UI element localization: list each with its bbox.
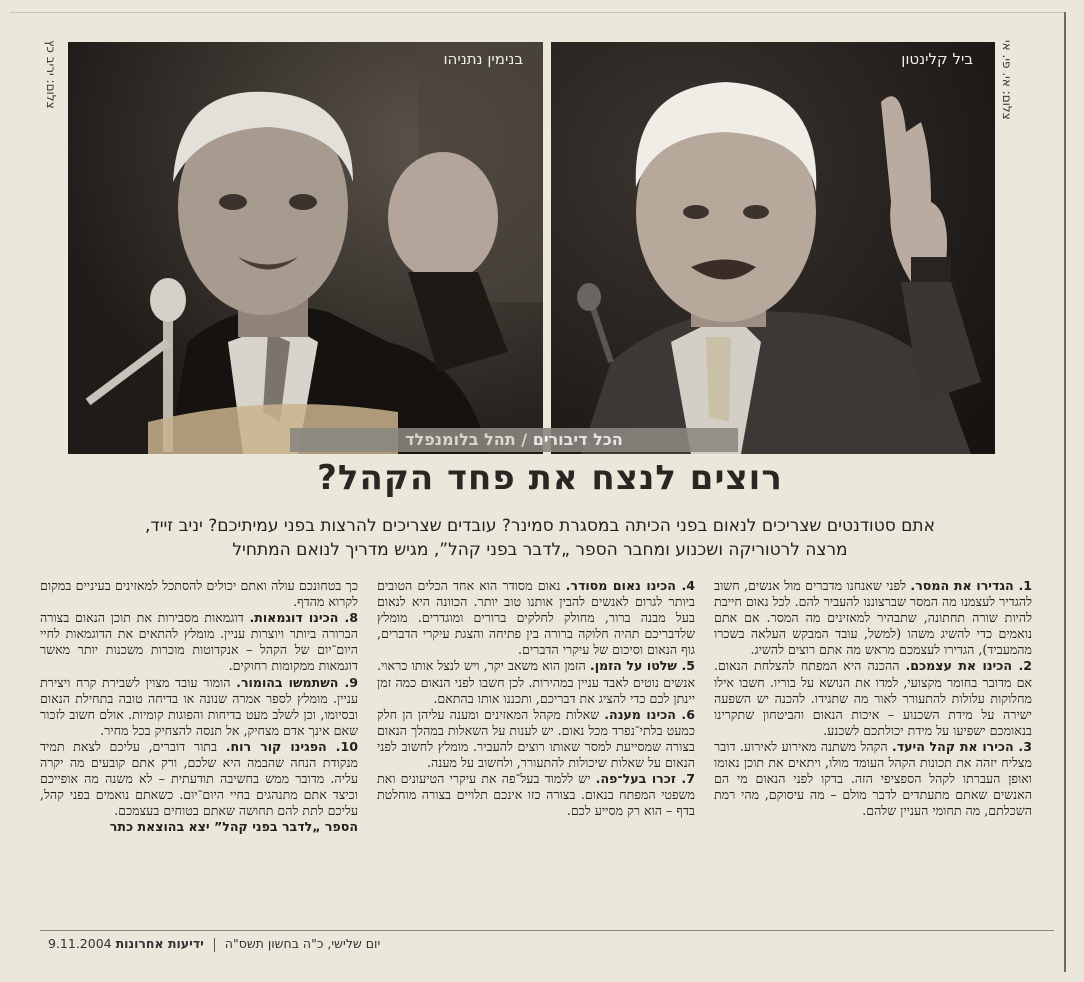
footer-rule bbox=[40, 930, 1054, 931]
photo-netanyahu bbox=[68, 42, 543, 454]
article-column-2 bbox=[377, 578, 695, 928]
tip-text: ההכנה היא המפתח להצלחת הנאום. אם מדובר בחומר מקצועי, למדו את הנושא על בוריו. חשבו אילו מחלוקות עלולות להתעורר לאור מה שתגידו. להכנה יש השפעה ישירה על מידת השכנוע – איכות הנאום והביטחון שתקרינו בנאומכם ישפיעו על מידת יכולתכם לשכנע. bbox=[714, 658, 1032, 738]
tip-6 bbox=[377, 707, 695, 771]
footer-newspaper-name: ידיעות אחרונות bbox=[115, 936, 204, 951]
tip-text: לפני שאנחנו מדברים מול אנשים, חשוב להגדיר לעצמנו מה המסר שברצוננו להעביר להם. לכל נאום חייבת להיות שורה תחתונה, שתבהיר למאזינים מה המסר. אם אתם נואמים כדי להשיג משהו (למשל, עובד המבקש העלאה בשכרו מהמעביד), הגדירו לעצמכם מראש מה אתם רוצים להשיג. bbox=[714, 578, 1032, 658]
section-kicker bbox=[290, 428, 738, 452]
tip-text: בתור דוברים, עליכם לצאת תמיד מנקודת הנחה שהבמה היא שלכם, ורק אתם קובעים מה יקרה עליה. מדובר ממש בחשיבה תודעתית – לא משנה מה אופייכם וכיצד אתם מתנהגים בחיי היום־יום. כשאתם נואמים בפני קהל, עליכם לתת להם תחושה שאתם בטוחים בעצמכם. bbox=[40, 738, 358, 819]
tip-7 bbox=[377, 771, 695, 819]
tip-10 bbox=[40, 739, 358, 819]
caption-netanyahu: בנימין נתניהו bbox=[443, 50, 523, 68]
tip-4 bbox=[377, 578, 695, 658]
tip-3 bbox=[714, 739, 1032, 819]
tip-5 bbox=[377, 658, 695, 706]
tip-title: 7. זכרו בעל־פה. bbox=[595, 771, 695, 787]
tip-title: 5. שלטו על הזמן. bbox=[589, 658, 695, 674]
tip-text: הומור עובד מצוין לשבירת קרח ויצירת עניין. מומלץ לספר אמרה שנונה או בדיחה טובה בתחילת הנאום ובסיומו, וכן לשלב מעט בדיחות והפוגות קומיות. אולם חשוב לזכור שאם אינך אדם מצחיק, אל תנסה להצחיק בכל מחיר. bbox=[40, 674, 358, 738]
tip-1 bbox=[714, 578, 1032, 658]
article-column-3 bbox=[40, 578, 358, 928]
tip-title: 10. הפגינו קור רוח. bbox=[225, 738, 358, 754]
tip-title: 8. הכינו דוגמאות. bbox=[249, 610, 358, 626]
book-note bbox=[40, 819, 358, 835]
tip-text: כך בטחונכם עולה ואתם יכולים להסתכל למאזינים בעיניים במקום לקרוא מהדף. bbox=[40, 578, 358, 610]
top-rule bbox=[10, 12, 1064, 13]
tip-title: 4. הכינו נאום מסודר. bbox=[565, 578, 695, 593]
tip-7-continued bbox=[40, 578, 358, 610]
photo-credit-right: צלום: אי. פי. אי bbox=[1000, 40, 1014, 120]
tip-text: נאום מסודר הוא אחד הכלים הטובים ביותר לגרום לאנשים להבין אותנו טוב יותר. הכוונה היא לנאום בעל מבנה ברור, מחולק לחלקים ברורים ומוגדרים. מומלץ שלדבריכם תהיה חלוקה ברורה בין פתיחה והצגת עיקרי הדברים, גוף הנאום וסיכום של עיקרי הדברים. bbox=[377, 578, 695, 658]
tip-title: 3. הכירו את קהל היעד. bbox=[891, 738, 1032, 754]
netanyahu-illustration bbox=[68, 42, 543, 454]
tip-title: 6. הכינו מענה. bbox=[604, 706, 695, 722]
headline: רוצים לנצח את פחד הקהל? bbox=[317, 458, 783, 498]
kicker-separator: / bbox=[521, 430, 528, 449]
kicker-section: הכל דיבורים bbox=[532, 430, 623, 449]
photo-credit-left: צלום: יריב כץ bbox=[44, 40, 58, 109]
kicker-author: תהל בלומנפלד bbox=[405, 430, 516, 449]
tip-text: הזמן הוא משאב יקר, ויש לנצל אותו כראוי. אנשים נוטים לאבד עניין במהירות. לכן חשבו לפני הנאום כמה זמן יינתן לכם כדי להציג את דבריכם, ותכננו אותו בהתאם. bbox=[377, 658, 695, 706]
tip-title: 9. השתמשו בהומור. bbox=[236, 674, 358, 690]
article-column-1 bbox=[714, 578, 1032, 928]
right-rule bbox=[1064, 12, 1066, 972]
tip-9 bbox=[40, 675, 358, 739]
tip-title: 2. הכינו את עצמכם. bbox=[905, 658, 1032, 674]
tip-text: הקהל משתנה מאירוע לאירוע. דובר מצליח יזהה את תכונות הקהל העומד מולו, ויתאים את תוכן נאומו ואופן העברתו לקהל הספציפי הזה. בדקו לפני הנאום מי הם האנשים שאתם מתעתדים לדבר מולם – מה עיסוקם, מהי רמת השכלתם, מה תחומי העניין שלהם. bbox=[714, 738, 1032, 819]
footer-dateline: יום שלישי, כ"ה בחשון תשס"ה bbox=[224, 936, 381, 951]
subhead-line-2: מרצה לרטוריקה ושכנוע ומחבר הספר „לדבר בפני קהל”, מגיש מדריך לנואם המתחיל bbox=[232, 540, 848, 560]
tip-8 bbox=[40, 610, 358, 674]
page-footer bbox=[40, 936, 380, 952]
tip-text: יש ללמוד בעל־פה את עיקרי הטיעונים ואת משפטי המפתח בנאום. בצורה כזו אינכם תלויים בצורה מוחלטת בדף – הוא רק מסייע לכם. bbox=[377, 771, 695, 819]
clinton-illustration bbox=[551, 42, 995, 454]
tip-2 bbox=[714, 658, 1032, 738]
tip-text: שאלות מקהל המאזינים ומענה עליהן הן חלק כמעט בלתי־נפרד מכל נאום. יש לענות על השאלות במהלך הנאום בצורה שמסייעת למסר שאותו רוצים להעביר. מומלץ לחשוב לפני הנאום על שאלות שיכולות להתעורר, ולחשוב על מענה. bbox=[377, 706, 695, 771]
subhead-line-1: אתם סטודנטים שצריכים לנאום בפני הכיתה במסגרת סמינר? עובדים שצריכים להרצות בפני עמיתיכם? יניב זייד, bbox=[145, 516, 935, 536]
footer-date: 9.11.2004 bbox=[48, 936, 112, 951]
tip-text: דוגמאות מסבירות את תוכן הנאום בצורה הברורה ביותר ויוצרות עניין. מומלץ להתאים את הדוגמאות לחיי היום־יום של הקהל – אנקדוטות מוכרות משכנות יותר מאשר דוגמאות ממקומות רחוקים. bbox=[40, 610, 358, 674]
footer-divider bbox=[214, 938, 215, 952]
caption-clinton: ביל קלינטון bbox=[901, 50, 973, 68]
photo-clinton bbox=[551, 42, 995, 454]
tip-title: 1. הגדירו את המסר. bbox=[910, 578, 1032, 593]
subhead bbox=[90, 514, 990, 562]
book-note-text: הספר „לדבר בפני קהל” יצא בהוצאת כתר bbox=[109, 819, 358, 835]
